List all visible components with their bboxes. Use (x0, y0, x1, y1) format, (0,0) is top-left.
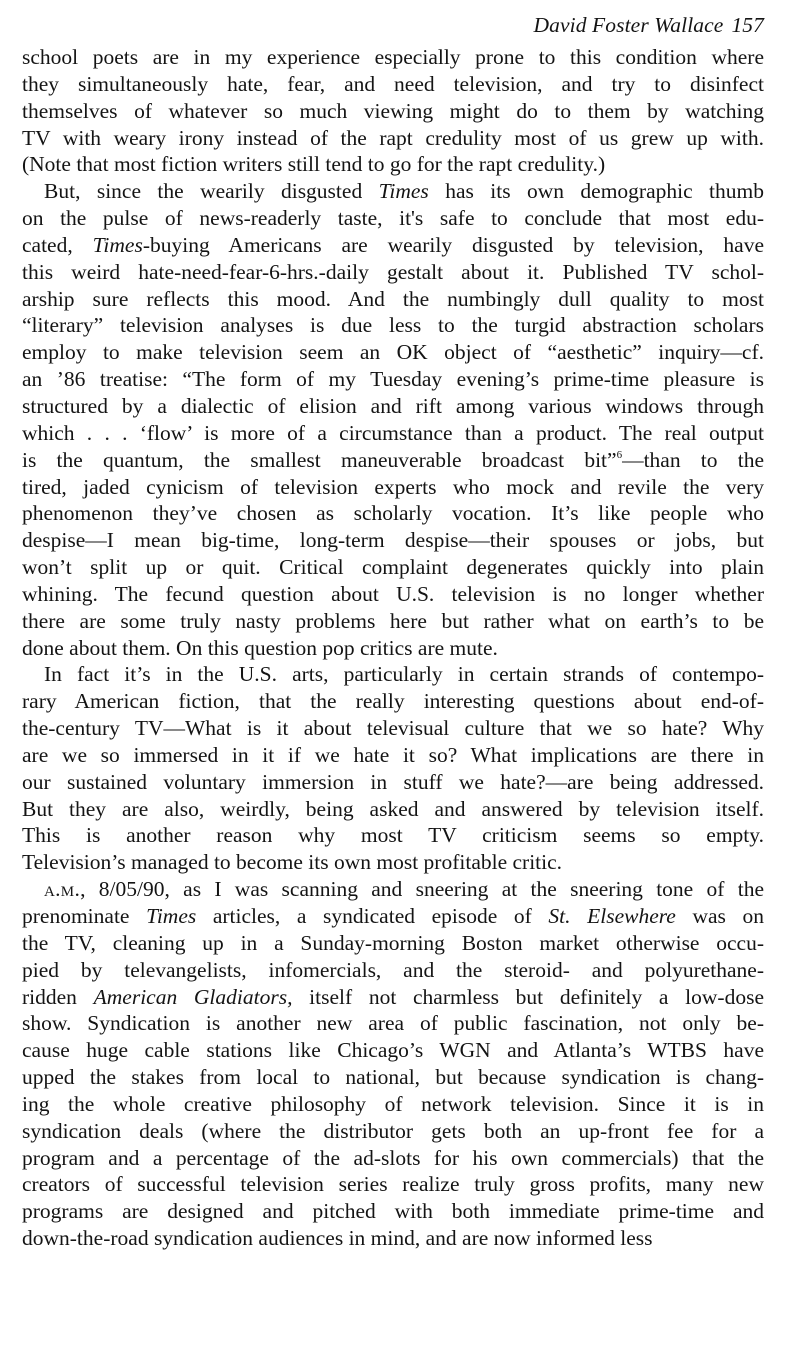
text-line: But, since the wearily disgusted Times has its own demographic thumb (44, 179, 765, 204)
text-line: down-the-road syndication audiences in mind, and are now informed less (22, 1226, 653, 1251)
paragraph-us-arts (22, 661, 764, 876)
text-line: This is another reason why most TV criticism seems so empty. (22, 823, 764, 848)
paragraph-continued (22, 44, 764, 178)
text-line: which . . . ‘flow’ is more of a circumstance than a product. The real output (22, 420, 764, 445)
text-line: ridden American Gladiators, itself not charmless but definitely a low-dose (22, 984, 764, 1009)
text-line: is the quantum, the smallest maneuverable broadcast bit”$^6$—than to the (22, 447, 764, 472)
text-line: creators of successful television series realize truly gross profits, many new (22, 1172, 764, 1197)
text-line: show. Syndication is another new area of public fascination, not only be- (22, 1011, 764, 1036)
text-line: tired, jaded cynicism of television experts who mock and revile the very (22, 474, 764, 499)
text-line: phenomenon they’ve chosen as scholarly vocation. It’s like people who (22, 501, 764, 526)
text-line: In fact it’s in the U.S. arts, particularly in certain strands of contempo- (44, 662, 764, 687)
text-line: are we so immersed in it if we hate it so? What implications are there in (22, 742, 764, 767)
text-line: themselves of whatever so much viewing might do to them by watching (22, 98, 764, 123)
text-line: cause huge cable stations like Chicago’s WGN and Atlanta’s WTBS have (22, 1038, 764, 1063)
text-line: the TV, cleaning up in a Sunday-morning Boston market otherwise occu- (22, 930, 764, 955)
text-line: ing the whole creative philosophy of network television. Since it is in (22, 1091, 764, 1116)
running-head-author: David Foster Wallace (533, 13, 724, 37)
text-line: structured by a dialectic of elision and rift among various windows through (22, 393, 764, 418)
text-line: arship sure reflects this mood. And the numbingly dull quality to most (22, 286, 764, 311)
text-line: there are some truly nasty problems here but rather what on earth’s to be (22, 608, 764, 633)
text-line: pied by televangelists, infomercials, and the steroid- and polyurethane- (22, 957, 764, 982)
text-line: But they are also, weirdly, being asked and answered by television itself. (22, 796, 764, 821)
text-line: this weird hate-need-fear-6-hrs.-daily gestalt about it. Published TV schol- (22, 259, 764, 284)
text-line: done about them. On this question pop critics are mute. (22, 635, 498, 660)
text-line: an ’86 treatise: “The form of my Tuesday evening’s prime-time pleasure is (22, 367, 764, 392)
paragraph-times-disgust (22, 178, 764, 661)
text-line: “literary” television analyses is due less to the turgid abstraction scholars (22, 313, 764, 338)
text-line: our sustained voluntary immersion in stuff we hate?—are being addressed. (22, 769, 764, 794)
paragraph-syndication (22, 876, 764, 1252)
text-line: on the pulse of news-readerly taste, it's safe to conclude that most edu- (22, 206, 764, 231)
text-line: cated, Times-buying Americans are wearily disgusted by television, have (22, 232, 764, 257)
text-line: rary American fiction, that the really interesting questions about end-of- (22, 689, 764, 714)
text-line: upped the stakes from local to national, but because syndication is chang- (22, 1065, 764, 1090)
text-line: despise—I mean big-time, long-term despise—their spouses or jobs, but (22, 528, 764, 553)
text-line: Television’s managed to become its own most profitable critic. (22, 850, 563, 875)
text-line: employ to make television seem an OK object of “aesthetic” inquiry—cf. (22, 340, 764, 365)
text-line: programs are designed and pitched with both immediate prime-time and (22, 1199, 764, 1224)
text-line: syndication deals (where the distributor gets both an up-front fee for a (22, 1118, 764, 1143)
text-line: a.m., 8/05/90, as I was scanning and sneering at the sneering tone of the (44, 877, 764, 902)
running-head (22, 10, 764, 44)
text-line: they simultaneously hate, fear, and need television, and try to disinfect (22, 71, 764, 96)
text-line: program and a percentage of the ad-slots for his own commercials) that the (22, 1145, 764, 1170)
text-line: won’t split up or quit. Critical complaint degenerates quickly into plain (22, 555, 764, 580)
text-line: school poets are in my experience especially prone to this condition where (22, 45, 764, 69)
book-page (22, 10, 764, 1252)
text-line: prenominate Times articles, a syndicated episode of St. Elsewhere was on (22, 904, 764, 928)
text-line: the-century TV—What is it about televisual culture that we so hate? Why (22, 716, 764, 741)
text-line: whining. The fecund question about U.S. television is no longer whether (22, 581, 764, 606)
page-number: 157 (731, 13, 764, 37)
text-line: (Note that most fiction writers still tend to go for the rapt credulity.) (22, 152, 606, 177)
text-line: TV with weary irony instead of the rapt credulity most of us grew up with. (22, 125, 764, 150)
